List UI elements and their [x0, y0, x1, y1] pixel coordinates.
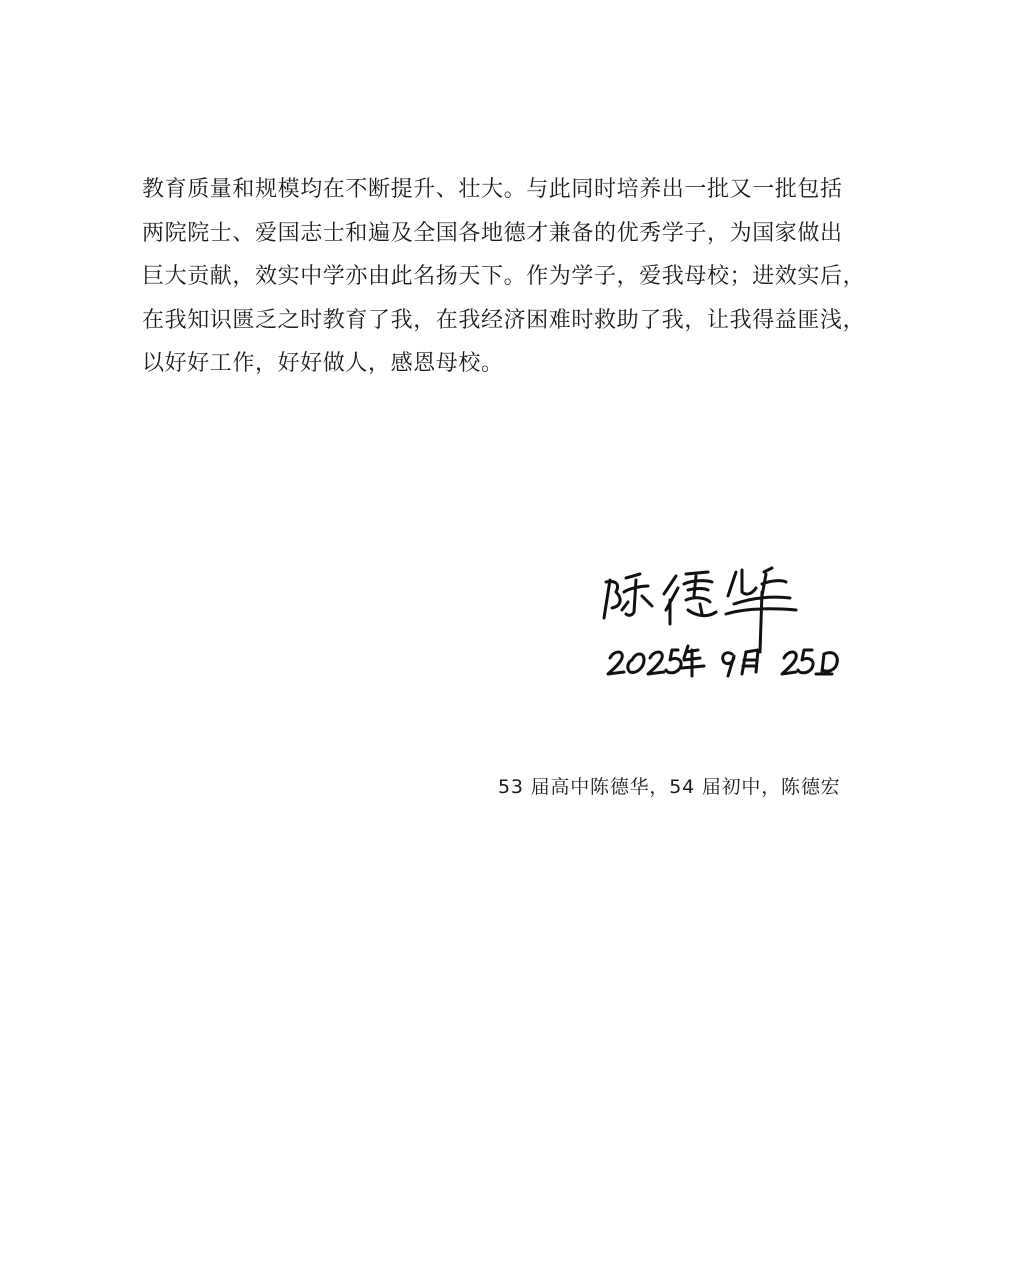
closing-attribution: 53 届高中陈德华，54 届初中，陈德宏 — [498, 776, 841, 798]
body-line-4: 在我知识匮乏之时教育了我，在我经济困难时救助了我，让我得益匪浅， — [142, 307, 866, 333]
signature-char-3 — [726, 568, 796, 652]
signature-char-1 — [604, 574, 652, 618]
signature-drawing — [596, 566, 876, 716]
body-line-3: 巨大贡献，效实中学亦由此名扬天下。作为学子，爱我母校；进效实后， — [142, 264, 866, 289]
signature-date-year — [608, 646, 704, 676]
letter-body — [142, 168, 902, 386]
signature-date-day — [782, 650, 837, 674]
body-line-2: 两院院士、爱国志士和遍及全国各地德才兼备的优秀学子，为国家做出 — [142, 220, 843, 246]
body-line-1: 教育质量和规模均在不断提升、壮大。与此同时培养出一批又一批包括 — [142, 177, 843, 202]
signature-date-month — [723, 650, 758, 676]
body-line-5: 以好好工作，好好做人，感恩母校。 — [142, 351, 504, 376]
signature-char-2 — [664, 572, 716, 624]
handwritten-signature — [596, 566, 876, 716]
